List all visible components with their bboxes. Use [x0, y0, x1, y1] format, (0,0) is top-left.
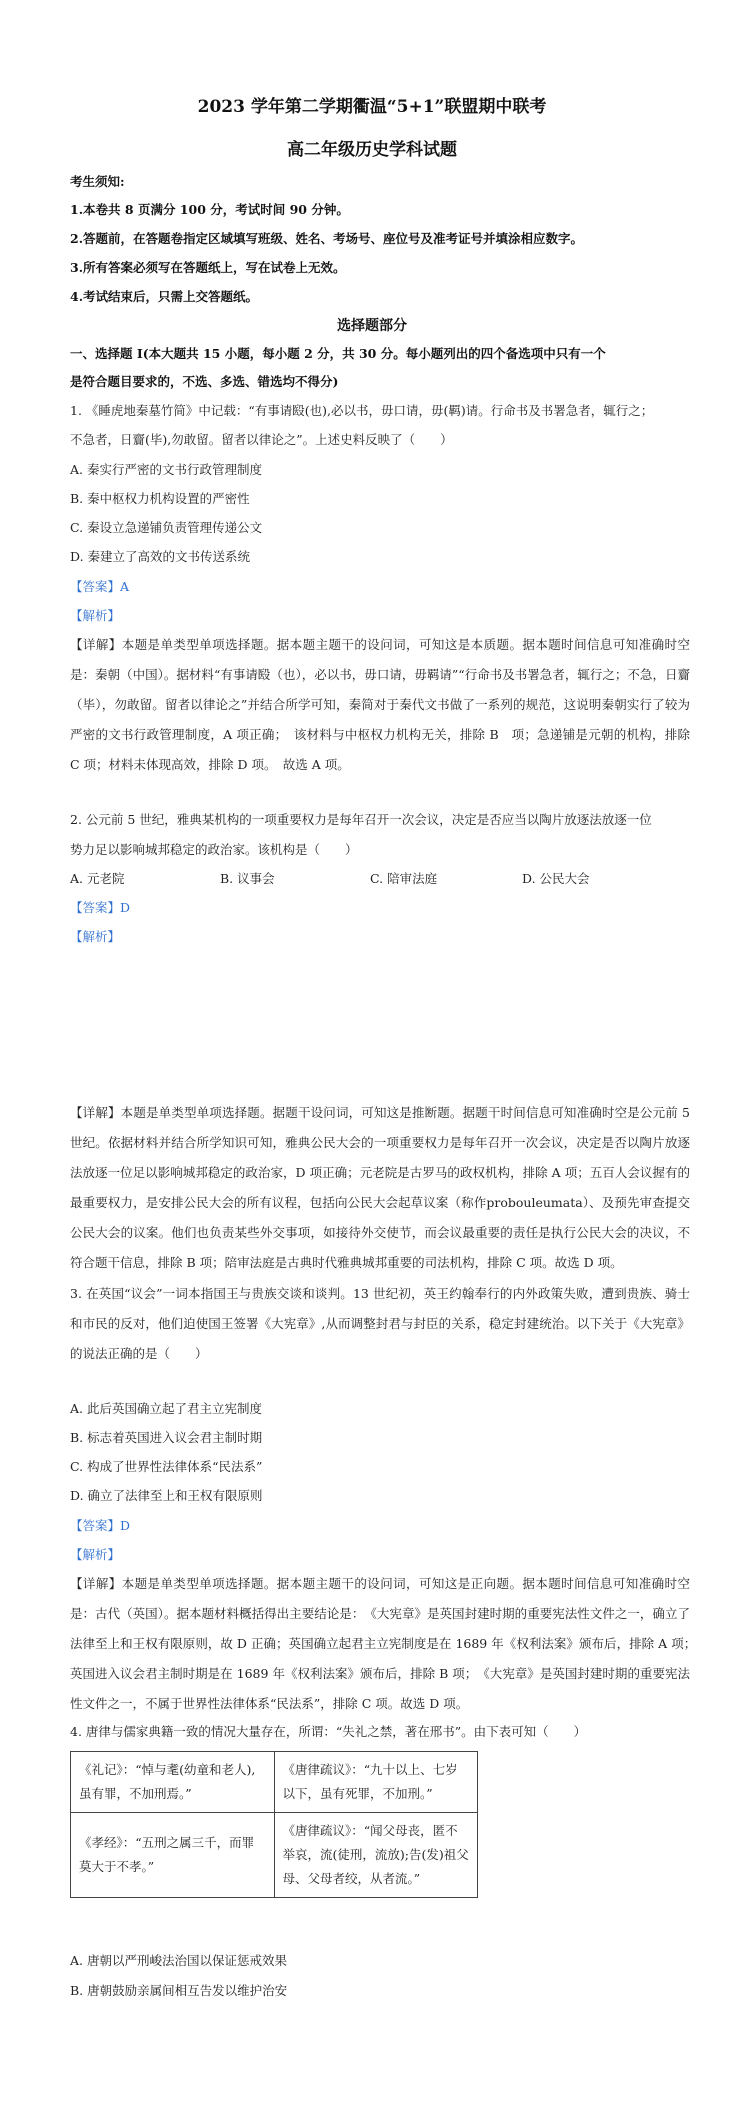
section-title: 选择题部分: [337, 318, 407, 334]
notice-item: 3.所有答案必须写在答题纸上，写在试卷上无效。: [70, 260, 346, 275]
q1-option-d: D. 秦建立了高效的文书传送系统: [70, 549, 251, 564]
table-row: [71, 1813, 478, 1898]
section-desc: 一、选择题 I(本大题共 15 小题，每小题 2 分，共 30 分。每小题列出的四个备选项中只有一个: [70, 346, 606, 361]
q3-analysis-label: 【解析】: [70, 1547, 121, 1562]
q4-stem: 4. 唐律与儒家典籍一致的情况大量存在，所谓：“失礼之禁，著在邢书”。由下表可知（ ）: [70, 1724, 587, 1739]
q2-stem: 2. 公元前 5 世纪，雅典某机构的一项重要权力是每年召开一次会议，决定是否应当以陶片放逐法放逐一位: [70, 812, 652, 827]
table-cell: 《礼记》：“悼与耄(幼童和老人),虽有罪，不加刑焉。”: [71, 1752, 275, 1813]
q2-option-c: C. 陪审法庭: [370, 871, 438, 886]
q2-stem: 势力足以影响城邦稳定的政治家。该机构是（ ）: [70, 842, 358, 857]
q2-answer: 【答案】D: [70, 900, 131, 915]
notice-item: 1.本卷共 8 页满分 100 分，考试时间 90 分钟。: [70, 202, 349, 217]
q2-option-b: B. 议事会: [220, 871, 275, 886]
notice-heading: 考生须知:: [70, 174, 125, 189]
notice-item: 4.考试结束后，只需上交答题纸。: [70, 289, 259, 304]
table-cell: 《唐律疏议》：“闻父母丧，匿不举哀，流(徒刑，流放);告(发)祖父母、父母者绞，从者流。”: [274, 1813, 478, 1898]
table-cell: 《孝经》：“五刑之属三千，而罪莫大于不孝。”: [71, 1813, 275, 1898]
exam-subtitle: 高二年级历史学科试题: [287, 140, 457, 160]
q3-option-b: B. 标志着英国进入议会君主制时期: [70, 1430, 263, 1445]
q2-analysis-label: 【解析】: [70, 929, 121, 944]
q3-option-d: D. 确立了法律至上和王权有限原则: [70, 1488, 263, 1503]
q2-option-a: A. 元老院: [70, 871, 125, 886]
q1-option-a: A. 秦实行严密的文书行政管理制度: [70, 462, 262, 477]
q3-stem: 3. 在英国“议会”一词本指国王与贵族交谈和谈判。13 世纪初，英王约翰奉行的内外政策失败，遭到贵族、骑士和市民的反对，他们迫使国王签署《大宪章》,从而调整封君与封臣的关系，稳定封建统治。以下关于《大宪章》的说法正确的是（ ）: [70, 1286, 690, 1361]
q2-detail: 【详解】本题是单类型单项选择题。据题干设问词，可知这是推断题。据题干时间信息可知准确时空是公元前 5 世纪。依据材料并结合所学知识可知，雅典公民大会的一项重要权力是每年召开一次会议，决定是否以陶片放逐法放逐一位足以影响城邦稳定的政治家，D 项正确；元老院是古罗马的政权机构，排除 A 项；五百人会议握有的最重要权力，是安排公民大会的所有议程，包括向公民大会起草议案（称作probouleumata）、及预先审查提交公民大会的议案。他们也负责某些外交事项，如接待外交使节，而会议最重要的责任是执行公民大会的决议，不符合题干信息，排除 B 项；陪审法庭是古典时代雅典城邦重要的司法机构，排除 C 项。故选 D 项。: [70, 1105, 690, 1270]
notice-item: 2.答题前，在答题卷指定区域填写班级、姓名、考场号、座位号及准考证号并填涂相应数字。: [70, 231, 584, 246]
q4-option-b: B. 唐朝鼓励亲属间相互告发以维护治安: [70, 1983, 288, 1998]
exam-title: 2023 学年第二学期衢温“5+1”联盟期中联考: [197, 97, 547, 117]
section-desc: 是符合题目要求的，不选、多选、错选均不得分): [70, 374, 339, 389]
q1-option-c: C. 秦设立急递铺负责管理传递公文: [70, 520, 263, 535]
table-row: [71, 1752, 478, 1813]
q1-option-b: B. 秦中枢权力机构设置的严密性: [70, 491, 250, 506]
q3-option-a: A. 此后英国确立起了君主立宪制度: [70, 1401, 262, 1416]
q4-table: [70, 1751, 478, 1898]
q1-analysis-label: 【解析】: [70, 608, 121, 623]
table-cell: 《唐律疏议》：“九十以上、七岁以下，虽有死罪，不加刑。”: [274, 1752, 478, 1813]
q2-option-d: D. 公民大会: [522, 871, 590, 886]
q1-stem: 1. 《睡虎地秦墓竹简》中记载：“有事请殹(也),必以书，毋口请，毋(羁)请。行命书及书署急者，辄行之；: [70, 403, 654, 418]
q4-option-a: A. 唐朝以严刑峻法治国以保证惩戒效果: [70, 1953, 287, 1968]
q1-detail: 【详解】本题是单类型单项选择题。据本题主题干的设问词，可知这是本质题。据本题时间信息可知准确时空是：秦朝（中国）。据材料“有事请殹（也），必以书，毋口请，毋羁请”“行命书及书署急者，辄行之；不急，日齎（毕），勿敢留。留者以律论之”并结合所学可知，秦简对于秦代文书做了一系列的规范，这说明秦朝实行了较为严密的文书行政管理制度，A 项正确； 该材料与中枢权力机构无关，排除 B 项；急递铺是元朝的机构，排除 C 项；材料未体现高效，排除 D 项。 故选 A 项。: [70, 637, 690, 772]
q3-answer: 【答案】D: [70, 1518, 131, 1533]
q3-option-c: C. 构成了世界性法律体系“民法系”: [70, 1459, 263, 1474]
q1-stem: 不急者，日齎(毕),勿敢留。留者以律论之”。上述史料反映了（ ）: [70, 432, 453, 447]
q1-answer: 【答案】A: [70, 579, 130, 594]
q3-detail: 【详解】本题是单类型单项选择题。据本题主题干的设问词，可知这是正向题。据本题时间信息可知准确时空是：古代（英国）。据本题材料概括得出主要结论是： 《大宪章》是英国封建时期的重要宪法性文件之一，确立了法律至上和王权有限原则，故 D 正确；英国确立起君主立宪制度是在 1689 年《权利法案》颁布后，排除 A 项； 英国进入议会君主制时期是在 1689 年《权利法案》颁布后，排除 B 项； 《大宪章》是英国封建时期的重要宪法性文件之一，不属于世界性法律体系“民法系”，排除 C 项。故选 D 项。: [70, 1576, 703, 1711]
